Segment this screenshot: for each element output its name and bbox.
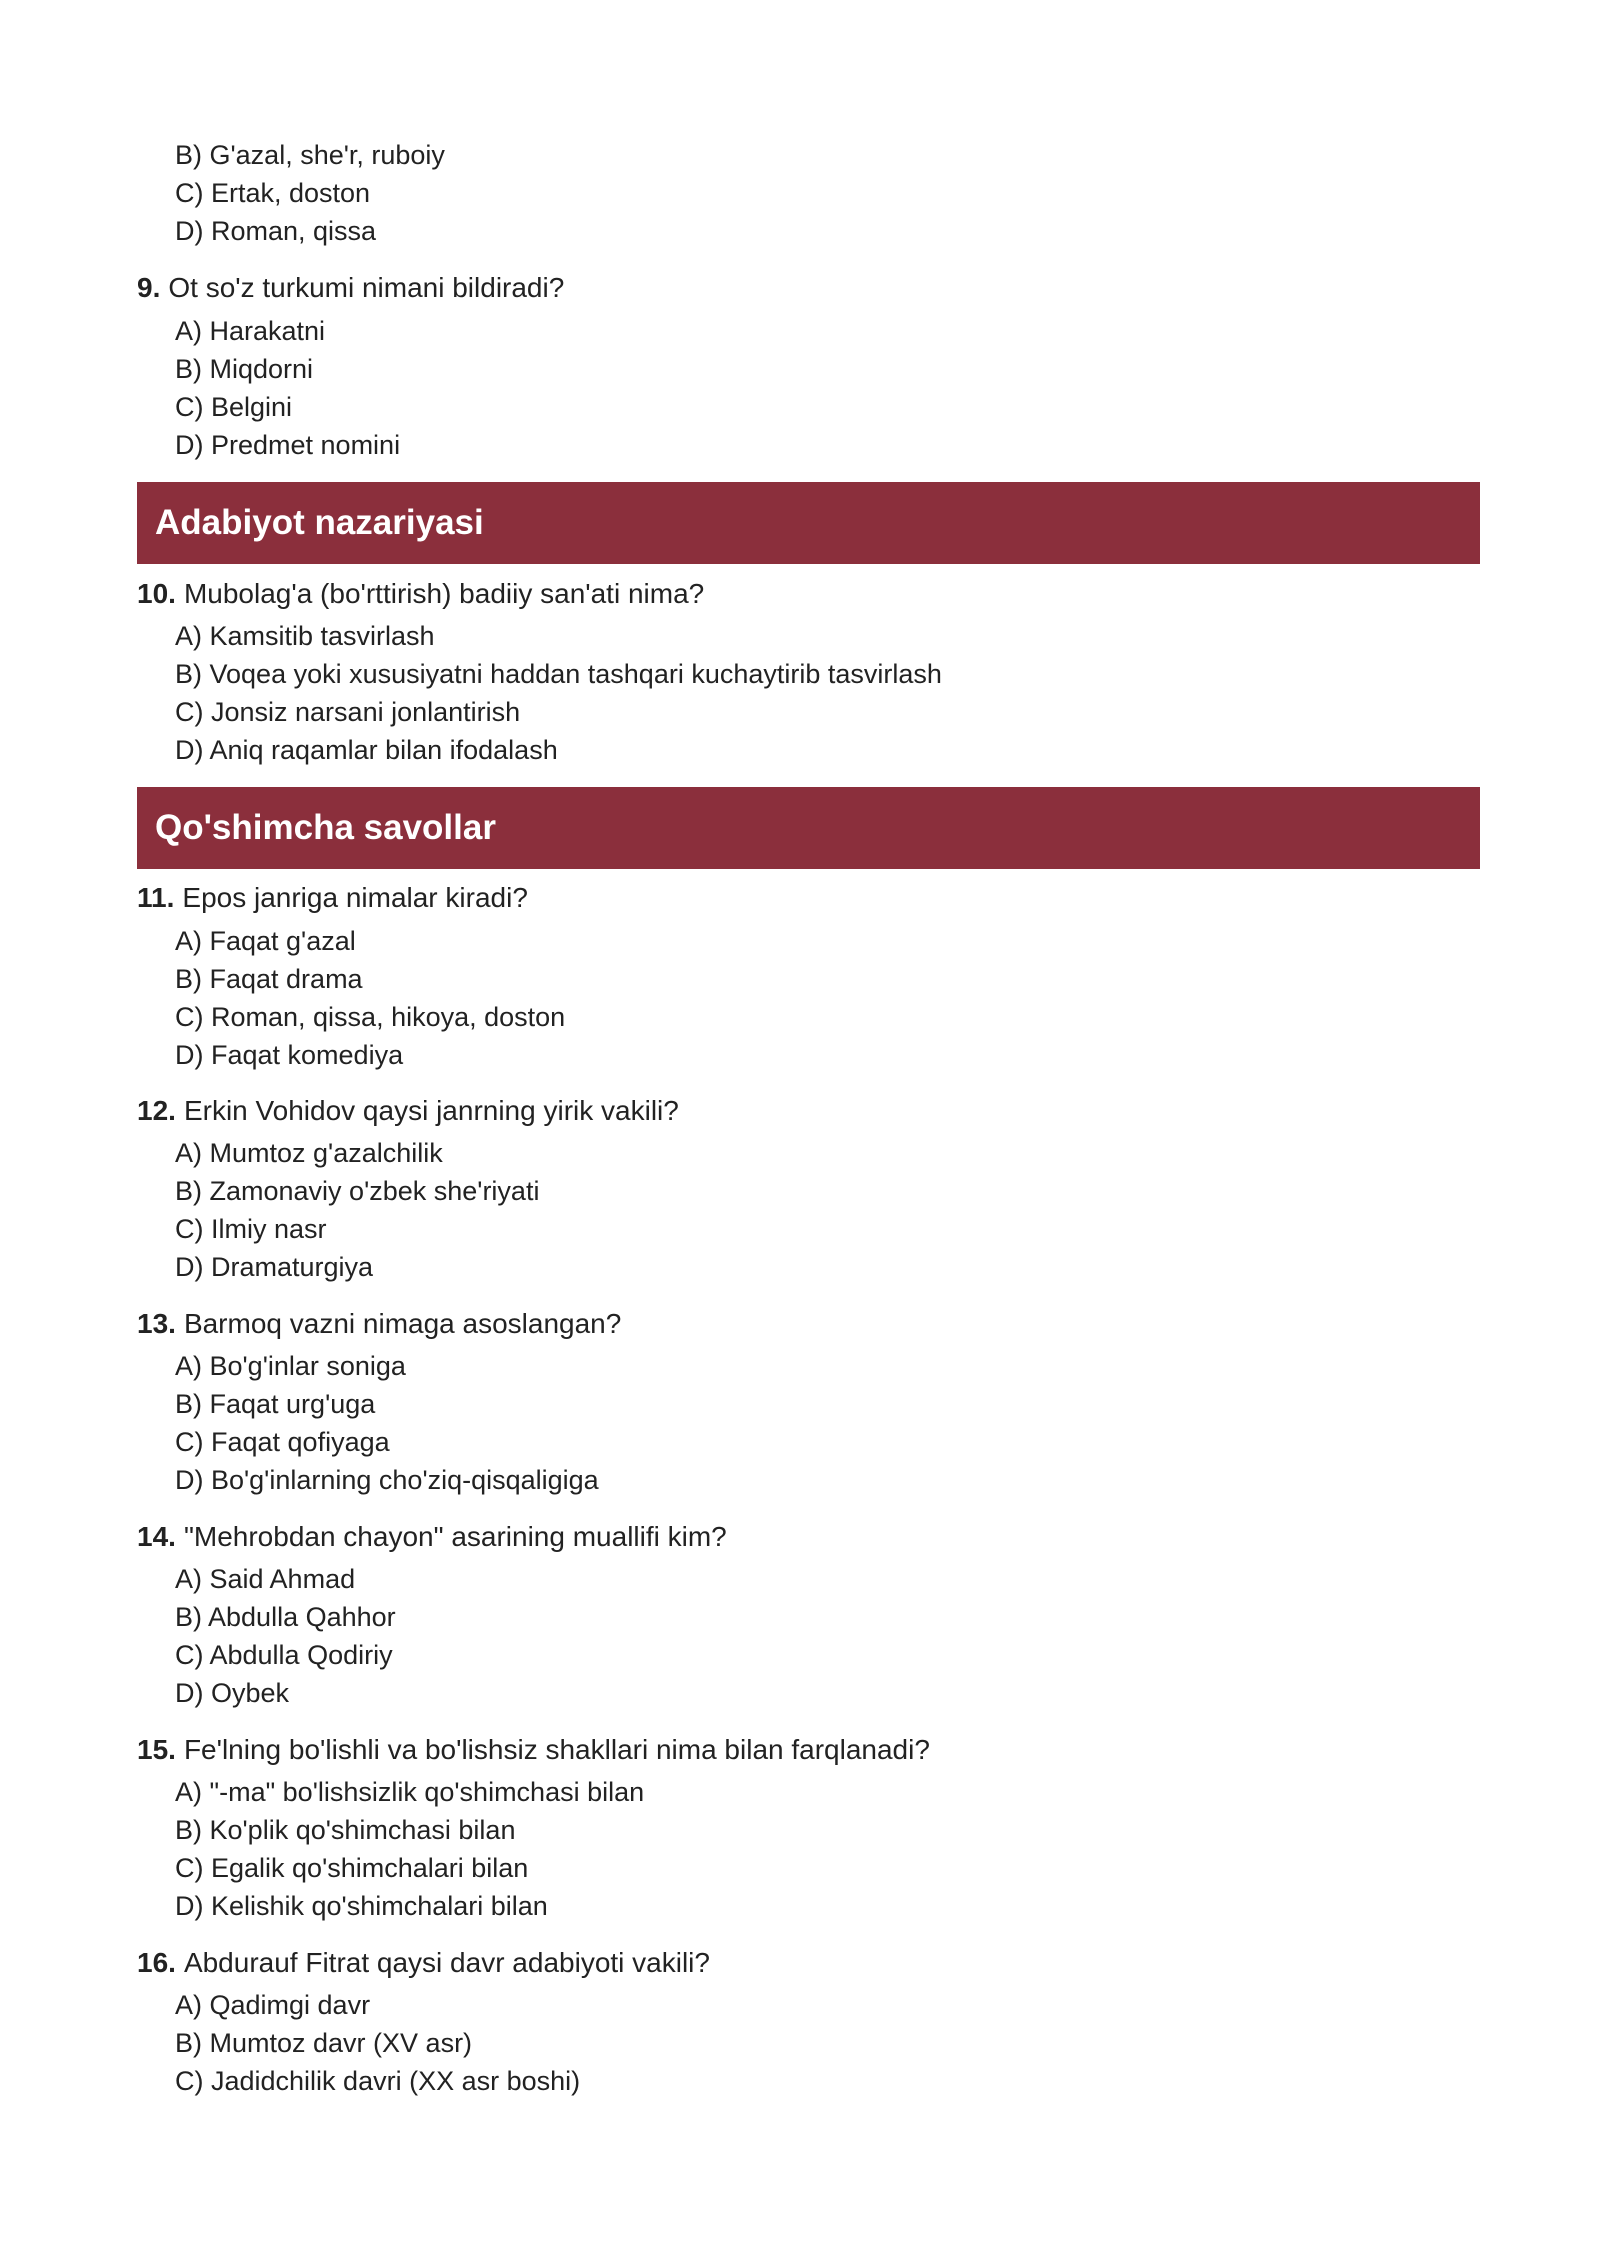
question-text: Mubolag'a (bo'rttirish) badiiy san'ati nima? — [183, 578, 705, 609]
answer-option: C) Jonsiz narsani jonlantirish — [175, 697, 521, 727]
question-10 — [137, 575, 704, 613]
question-text: Erkin Vohidov qaysi janrning yirik vakili? — [183, 1095, 679, 1126]
answer-option: C) Faqat qofiyaga — [175, 1427, 390, 1457]
answer-option: D) Faqat komediya — [175, 1040, 404, 1070]
answer-option: B) Mumtoz davr (XV asr) — [175, 2028, 473, 2058]
question-text: Epos janriga nimalar kiradi? — [182, 882, 528, 913]
answer-option: A) Harakatni — [175, 316, 326, 346]
answer-option: B) Miqdorni — [175, 354, 314, 384]
section-title: Adabiyot nazariyasi — [155, 503, 484, 542]
question-12 — [137, 1092, 679, 1130]
answer-option: D) Oybek — [175, 1678, 290, 1708]
answer-option: C) Jadidchilik davri (XX asr boshi) — [175, 2066, 581, 2096]
answer-option: B) Zamonaviy o'zbek she'riyati — [175, 1176, 540, 1206]
answer-option: C) Ertak, doston — [175, 178, 371, 208]
question-number: 16. — [137, 1947, 176, 1978]
question-number: 10. — [137, 578, 176, 609]
question-number: 9. — [137, 272, 161, 303]
section-title: Qo'shimcha savollar — [155, 808, 496, 847]
question-text: "Mehrobdan chayon" asarining muallifi kim? — [183, 1521, 727, 1552]
answer-option: D) Roman, qissa — [175, 216, 377, 246]
answer-option: D) Kelishik qo'shimchalari bilan — [175, 1891, 548, 1921]
answer-option: C) Egalik qo'shimchalari bilan — [175, 1853, 529, 1883]
section-banner — [137, 787, 1480, 869]
answer-option: B) G'azal, she'r, ruboiy — [175, 140, 445, 170]
question-number: 11. — [137, 882, 175, 913]
answer-option: D) Dramaturgiya — [175, 1252, 374, 1282]
answer-option: B) Ko'plik qo'shimchasi bilan — [175, 1815, 516, 1845]
question-text: Ot so'z turkumi nimani bildiradi? — [168, 272, 565, 303]
answer-option: D) Bo'g'inlarning cho'ziq-qisqaligiga — [175, 1465, 599, 1495]
question-text: Barmoq vazni nimaga asoslangan? — [183, 1308, 622, 1339]
question-15 — [137, 1731, 930, 1769]
answer-option: A) Mumtoz g'azalchilik — [175, 1138, 443, 1168]
question-number: 14. — [137, 1521, 176, 1552]
question-11 — [137, 879, 528, 917]
question-9 — [137, 269, 564, 307]
question-text: Abdurauf Fitrat qaysi davr adabiyoti vakili? — [183, 1947, 710, 1978]
section-banner — [137, 482, 1480, 564]
answer-option: A) Said Ahmad — [175, 1564, 356, 1594]
answer-option: B) Faqat urg'uga — [175, 1389, 376, 1419]
answer-option: A) Bo'g'inlar soniga — [175, 1351, 406, 1381]
answer-option: C) Ilmiy nasr — [175, 1214, 327, 1244]
question-text: Fe'lning bo'lishli va bo'lishsiz shakllari nima bilan farqlanadi? — [183, 1734, 930, 1765]
question-number: 12. — [137, 1095, 176, 1126]
question-16 — [137, 1944, 710, 1982]
answer-option: C) Belgini — [175, 392, 293, 422]
answer-option: D) Predmet nomini — [175, 430, 401, 460]
question-14 — [137, 1518, 727, 1556]
answer-option: A) "-ma" bo'lishsizlik qo'shimchasi bilan — [175, 1777, 645, 1807]
answer-option: A) Qadimgi davr — [175, 1990, 371, 2020]
question-number: 13. — [137, 1308, 176, 1339]
answer-option: C) Roman, qissa, hikoya, doston — [175, 1002, 566, 1032]
answer-option: B) Faqat drama — [175, 964, 363, 994]
answer-option: C) Abdulla Qodiriy — [175, 1640, 393, 1670]
answer-option: A) Kamsitib tasvirlash — [175, 621, 435, 651]
answer-option: B) Abdulla Qahhor — [175, 1602, 396, 1632]
question-number: 15. — [137, 1734, 176, 1765]
answer-option: B) Voqea yoki xususiyatni haddan tashqari kuchaytirib tasvirlash — [175, 659, 942, 689]
answer-option: A) Faqat g'azal — [175, 926, 356, 956]
question-13 — [137, 1305, 621, 1343]
answer-option: D) Aniq raqamlar bilan ifodalash — [175, 735, 558, 765]
